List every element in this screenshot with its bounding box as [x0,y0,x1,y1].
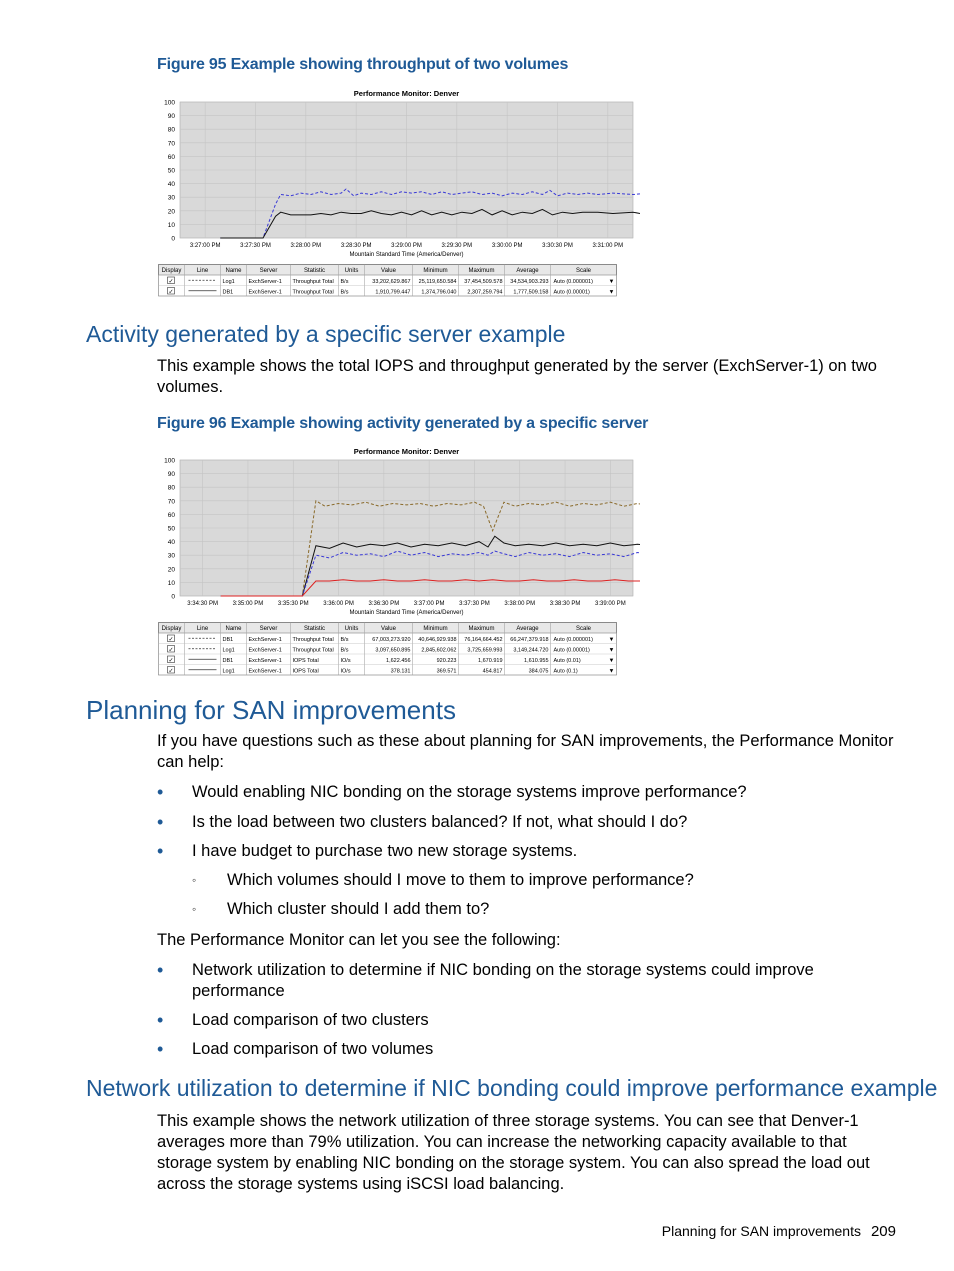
y-tick-label: 30 [167,194,175,202]
circle-bullet-icon: ◦ [192,873,197,887]
y-tick-label: 90 [167,113,175,121]
table-header-cell: Display [161,268,182,274]
x-tick-label: 3:31:00 PM [592,243,624,249]
table-cell: ExchServer-1 [248,657,282,664]
table-cell: Auto (0.000001) [553,278,593,285]
table-cell: 25,119,650.584 [418,278,457,285]
section-heading-network-utilization: Network utilization to determine if NIC bonding could improve performance example [86,1075,938,1101]
y-tick-label: 80 [167,126,175,134]
table-header-cell: Minimum [423,626,448,632]
circle-bullet-icon: ◦ [192,902,197,916]
checkbox-check: ✓ [168,647,174,654]
network-utilization-paragraph: This example shows the network utilization of three storage systems. You can see that Denver-1 averages more than 79% utilization. You can increase the networking capacity available to that storage system by enabling NIC bonding on the storage system. You can also spread the load out across the storage systems using iSCSI load balancing. [157,1112,870,1193]
x-tick-label: 3:27:30 PM [240,243,271,249]
table-cell: Auto (0.000001) [553,636,593,643]
bullet-icon: • [157,960,164,980]
checkbox-check: ✓ [168,278,174,285]
planning-intro-paragraph: If you have questions such as these about planning for SAN improvements, the Performance Monitor can help: [157,732,894,771]
table-cell: 384.075 [528,668,549,675]
table-cell: Auto (0.1) [553,668,578,675]
bullet-icon: • [157,782,164,802]
x-tick-label: 3:29:00 PM [391,243,422,249]
x-tick-label: 3:30:30 PM [542,243,573,249]
y-tick-label: 70 [167,498,175,506]
y-tick-label: 10 [167,221,175,229]
table-cell: IOPS Total [292,657,319,664]
y-tick-label: 20 [167,566,175,574]
table-header-cell: Value [381,268,396,274]
table-cell: 76,164,664.452 [464,636,503,643]
table-header-cell: Scale [575,626,592,632]
table-header-cell: Scale [575,268,592,274]
table-header-cell: Statistic [303,268,326,274]
y-tick-label: 50 [167,525,175,533]
x-tick-label: 3:29:30 PM [441,243,473,249]
table-cell: 3,149,244.720 [513,647,549,654]
dropdown-arrow-icon: ▼ [608,647,615,654]
section-heading-server-activity: Activity generated by a specific server example [86,321,566,347]
table-cell: 67,003,273.920 [372,636,411,643]
checkbox-check: ✓ [168,657,174,664]
page-number: 209 [870,1223,896,1240]
table-cell: Throughput Total [292,636,334,643]
table-cell: DB1 [222,289,234,296]
table-cell: 1,910,799.447 [375,289,411,296]
figure-95-chart [150,86,640,258]
table-cell: 37,454,509.578 [464,278,503,285]
table-header-cell: Average [516,626,539,632]
y-tick-label: 80 [167,484,175,492]
table-cell: 369.571 [436,668,457,675]
y-tick-label: 0 [171,593,175,601]
table-cell: Auto (0.00001) [553,647,590,654]
table-cell: Log1 [222,668,235,675]
figure-95-legend-table [158,264,635,302]
chart-title: Performance Monitor: Denver [353,89,460,98]
figure-96-legend-table [158,622,635,676]
table-cell: B/s [340,647,349,654]
dropdown-arrow-icon: ▼ [608,278,615,285]
table-cell: B/s [340,636,349,643]
table-cell: ExchServer-1 [248,289,282,296]
table-cell: Auto (0.01) [553,657,581,664]
table-header-cell: Maximum [468,268,495,274]
bullet-icon: • [157,812,164,832]
figure-96-chart [150,444,640,616]
x-axis-label: Mountain Standard Time (America/Denver) [349,252,464,258]
x-tick-label: 3:28:00 PM [290,243,322,249]
table-cell: 1,622.456 [386,657,411,664]
table-header-cell: Server [259,268,278,274]
y-tick-label: 70 [167,140,175,148]
table-cell: 2,307,259.794 [467,289,503,296]
table-header-cell: Statistic [303,626,326,632]
table-cell: Throughput Total [292,647,334,654]
checkbox-check: ✓ [168,636,174,643]
y-tick-label: 0 [171,235,175,243]
x-tick-label: 3:35:30 PM [277,601,309,607]
table-cell: 33,202,629.867 [372,278,411,285]
y-tick-label: 60 [167,153,175,161]
page-footer [600,1223,896,1240]
chart-title: Performance Monitor: Denver [353,447,460,456]
figure-95-caption: Figure 95 Example showing throughput of two volumes [157,56,569,73]
table-cell: 1,670.919 [478,657,503,664]
table-cell: 66,247,379.918 [510,636,549,643]
table-header-cell: Units [344,268,359,274]
checkbox-check: ✓ [168,668,174,675]
x-tick-label: 3:28:30 PM [340,243,372,249]
table-header-cell: Value [381,626,396,632]
table-cell: IO/s [340,657,351,664]
x-tick-label: 3:34:30 PM [187,601,218,607]
planning-second-paragraph: The Performance Monitor can let you see the following: [157,931,561,949]
table-header-cell: Average [516,268,539,274]
figure-96-caption: Figure 96 Example showing activity generated by a specific server [157,415,649,432]
table-cell: DB1 [222,657,234,664]
x-tick-label: 3:30:00 PM [491,243,523,249]
x-tick-label: 3:36:00 PM [323,601,354,607]
y-tick-label: 90 [167,471,175,479]
table-header-cell: Maximum [468,626,495,632]
table-cell: ExchServer-1 [248,636,282,643]
y-tick-label: 30 [167,552,175,560]
table-cell: 3,097,650.895 [375,647,411,654]
table-cell: 3,725,659.993 [467,647,503,654]
bullet-icon: • [157,841,164,861]
x-tick-label: 3:39:00 PM [595,601,626,607]
x-tick-label: 3:27:00 PM [189,243,221,249]
x-tick-label: 3:38:30 PM [549,601,581,607]
dropdown-arrow-icon: ▼ [608,657,615,664]
x-tick-label: 3:36:30 PM [368,601,400,607]
table-cell: B/s [340,278,349,285]
table-cell: B/s [340,289,349,296]
y-tick-label: 40 [167,181,175,189]
y-tick-label: 50 [167,167,175,175]
table-cell: Log1 [222,647,235,654]
table-header-cell: Units [344,626,359,632]
table-cell: DB1 [222,636,234,643]
table-cell: IO/s [340,668,351,675]
dropdown-arrow-icon: ▼ [608,636,615,643]
table-cell: 1,374,796.040 [421,289,457,296]
table-cell: IOPS Total [292,668,319,675]
table-cell: Log1 [222,278,235,285]
x-axis-label: Mountain Standard Time (America/Denver) [349,610,464,616]
table-cell: ExchServer-1 [248,668,282,675]
y-tick-label: 100 [164,457,175,465]
x-tick-label: 3:37:00 PM [413,601,445,607]
table-cell: 2,845,602.062 [421,647,457,654]
bullet-icon: • [157,1010,164,1030]
table-cell: 1,777,509.158 [513,289,549,296]
section-heading-planning: Planning for SAN improvements [86,695,456,725]
y-tick-label: 40 [167,539,175,547]
table-header-cell: Name [225,268,242,274]
table-cell: 34,534,903.293 [510,278,549,285]
x-tick-label: 3:35:00 PM [232,601,264,607]
table-cell: 1,610.955 [524,657,549,664]
table-header-cell: Minimum [423,268,448,274]
section-server-activity-paragraph: This example shows the total IOPS and throughput generated by the server (ExchServer-1) on two volumes. [157,357,877,396]
table-header-cell: Line [196,268,209,274]
table-cell: 378.131 [390,668,411,675]
table-cell: Auto (0.00001) [553,289,590,296]
table-cell: ExchServer-1 [248,647,282,654]
checkbox-check: ✓ [168,289,174,296]
dropdown-arrow-icon: ▼ [608,289,615,296]
y-tick-label: 60 [167,511,175,519]
y-tick-label: 100 [164,99,175,107]
bullet-icon: • [157,1039,164,1059]
table-cell: 40,646,929.938 [418,636,457,643]
table-header-cell: Server [259,626,278,632]
x-tick-label: 3:38:00 PM [504,601,536,607]
y-tick-label: 20 [167,208,175,216]
table-cell: 920.223 [436,657,457,664]
x-tick-label: 3:37:30 PM [459,601,490,607]
table-cell: Throughput Total [292,278,334,285]
dropdown-arrow-icon: ▼ [608,668,615,675]
table-cell: 454.817 [482,668,503,675]
table-header-cell: Display [161,626,182,632]
table-cell: ExchServer-1 [248,278,282,285]
table-header-cell: Name [225,626,242,632]
table-cell: Throughput Total [292,289,334,296]
footer-section-title: Planning for SAN improvements [661,1223,861,1239]
y-tick-label: 10 [167,579,175,587]
table-header-cell: Line [196,626,209,632]
